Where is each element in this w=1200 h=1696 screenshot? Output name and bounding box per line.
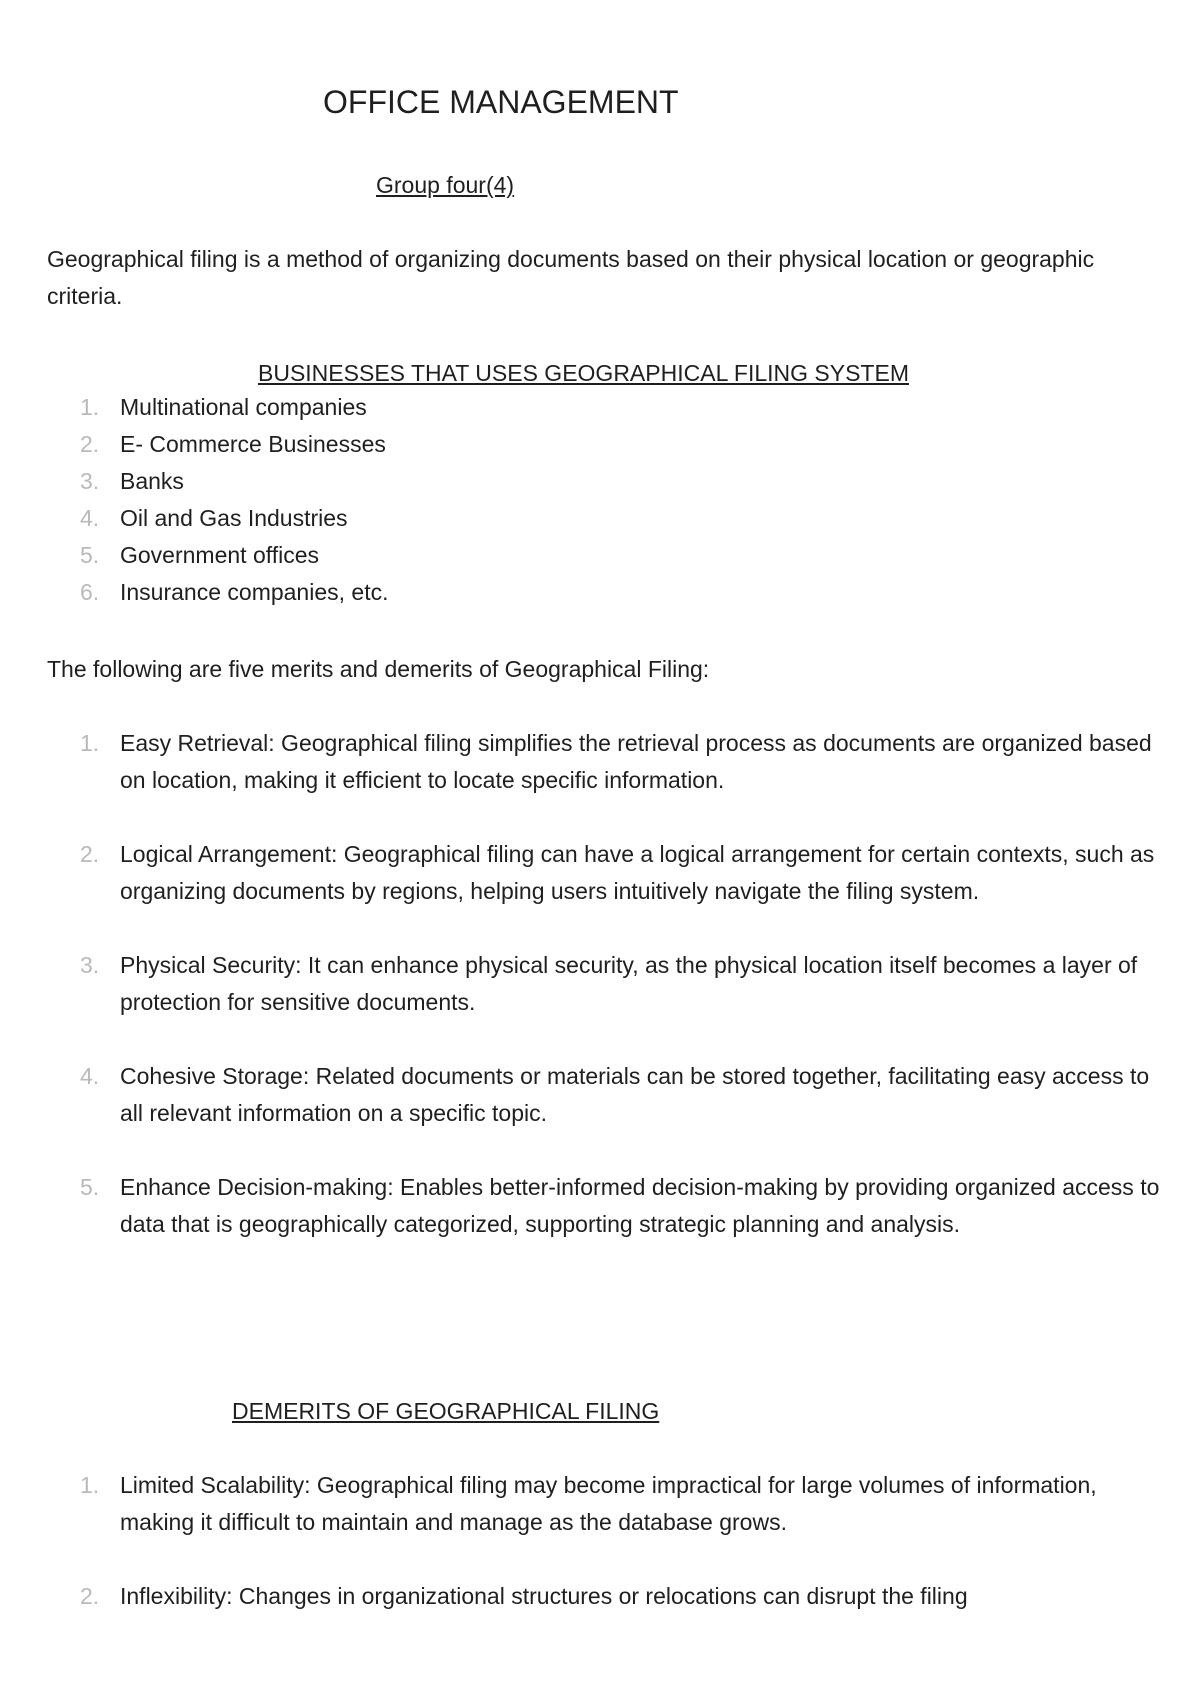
page-title: OFFICE MANAGEMENT: [323, 84, 679, 120]
list-number: 5.: [80, 1174, 100, 1200]
list-number: 4.: [80, 505, 100, 531]
list-number: 3.: [80, 468, 100, 494]
demerits-heading: DEMERITS OF GEOGRAPHICAL FILING: [232, 1398, 660, 1424]
list-text: Insurance companies, etc.: [120, 579, 389, 605]
merits-list: [0, 725, 1200, 1280]
list-number: 4.: [80, 1063, 100, 1089]
list-number: 5.: [80, 542, 100, 568]
list-text: Cohesive Storage: Related documents or materials can be stored together, facilitating easy access to all relevant information on a specific topic.: [120, 1063, 1150, 1126]
list-text: Logical Arrangement: Geographical filing can have a logical arrangement for certain contexts, such as organizing documents by regions, helping users intuitively navigate the filing system.: [120, 841, 1155, 904]
list-text: Inflexibility: Changes in organizational structures or relocations can disrupt the filing: [120, 1583, 968, 1609]
list-number: 2.: [80, 431, 100, 457]
list-item: [0, 426, 1160, 463]
merits-intro: The following are five merits and demerits of Geographical Filing:: [47, 656, 710, 682]
list-number: 2.: [80, 1583, 100, 1609]
list-number: 2.: [80, 841, 100, 867]
list-text: Easy Retrieval: Geographical filing simplifies the retrieval process as documents are organized based on location, making it efficient to locate specific information.: [120, 730, 1152, 793]
list-number: 1.: [80, 1472, 100, 1498]
list-text: E- Commerce Businesses: [120, 431, 386, 457]
list-item: [0, 537, 1160, 574]
businesses-list: [0, 389, 1200, 611]
demerits-list: [0, 1467, 1200, 1652]
list-number: 1.: [80, 730, 100, 756]
list-item: [0, 463, 1160, 500]
businesses-heading: BUSINESSES THAT USES GEOGRAPHICAL FILING SYSTEM: [258, 360, 909, 386]
list-text: Oil and Gas Industries: [120, 505, 348, 531]
list-text: Banks: [120, 468, 184, 494]
list-item: [0, 1169, 1160, 1243]
list-text: Multinational companies: [120, 394, 367, 420]
group-subtitle: Group four(4): [376, 172, 515, 198]
list-text: Physical Security: It can enhance physical security, as the physical location itself becomes a layer of protection for sensitive documents.: [120, 952, 1138, 1015]
intro-paragraph: Geographical filing is a method of organizing documents based on their physical location or geographic criteria.: [47, 246, 1095, 309]
list-number: 1.: [80, 394, 100, 420]
list-number: 3.: [80, 952, 100, 978]
list-text: Limited Scalability: Geographical filing may become impractical for large volumes of information, making it difficult to maintain and manage as the database grows.: [120, 1472, 1097, 1535]
list-text: Enhance Decision-making: Enables better-informed decision-making by providing organized access to data that is geographically categorized, supporting strategic planning and analysis.: [120, 1174, 1160, 1237]
list-item: [0, 1467, 1160, 1541]
list-item: [0, 574, 1160, 611]
list-item: [0, 1578, 1160, 1615]
list-text: Government offices: [120, 542, 320, 568]
list-item: [0, 836, 1160, 910]
list-item: [0, 725, 1160, 799]
list-number: 6.: [80, 579, 100, 605]
list-item: [0, 1058, 1160, 1132]
list-item: [0, 947, 1160, 1021]
list-item: [0, 500, 1160, 537]
list-item: [0, 389, 1160, 426]
